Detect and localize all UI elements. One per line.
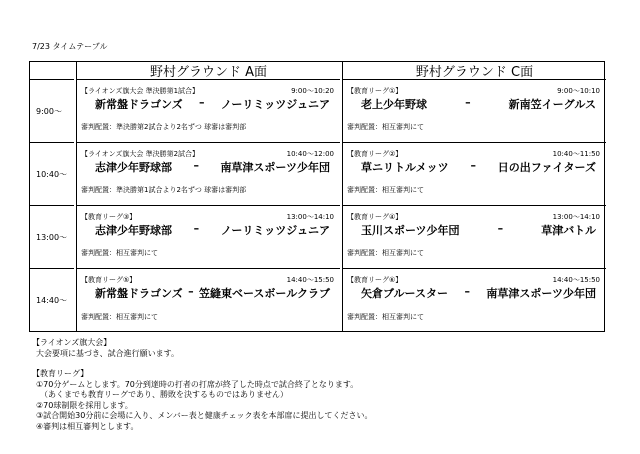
away-team: 笠縫東ベースボールクラブ [198,287,330,300]
edu-item: ②70球制限を採用します。 [36,400,133,410]
column-header-a: 野村グラウンド A面 [76,62,340,80]
match-header: 【教育リーグ⑤】 [81,276,137,284]
timetable [29,61,605,332]
home-team: 新常盤ドラゴンズ [95,98,183,111]
match-cell-a [76,80,340,143]
match-header: 【ライオンズ旗大会 準決勝第2試合】 [81,150,200,158]
match-time: 10:40～12:00 [286,150,334,158]
home-team: 志津少年野球部 [95,224,172,237]
match-time: 9:00～10:20 [291,87,334,95]
referee-note: 審判配置：準決勝第1試合より2名ずつ 球審は審判部 [81,186,247,194]
referee-note: 審判配置：相互審判にて [347,123,424,131]
time-cell: 9:00～ [30,80,74,143]
versus-dash: – [193,222,200,235]
referee-note: 審判配置：相互審判にて [81,249,158,257]
referee-note: 審判配置：準決勝第2試合より2名ずつ 球審は審判部 [81,123,247,131]
edu-item: （あくまでも教育リーグであり、勝敗を決するものではありません） [40,390,288,399]
edu-title: 【教育リーグ】 [32,369,89,378]
match-cell-c [342,143,606,206]
away-team: 草津バトル [541,224,596,237]
edu-item: ③試合開始30分前に会場に入り、メンバー表と健康チェック表を本部席に提出してください。 [36,411,373,420]
match-time: 10:40～11:50 [552,150,600,158]
match-cell-a [76,206,340,269]
edu-item: ④審判は相互審判とします。 [36,421,139,431]
home-team: 新常盤ドラゴンズ [95,287,183,300]
match-cell-c [342,206,606,269]
match-time: 9:00～10:10 [557,87,600,95]
away-team: ノーリミッツジュニア [220,98,330,111]
referee-note: 審判配置：相互審判にて [347,313,424,321]
match-header: 【教育リーグ③】 [81,213,137,221]
time-cell: 13:00～ [30,206,74,269]
time-cell: 14:40～ [36,296,68,305]
versus-dash: – [465,96,471,109]
match-time: 14:40～15:50 [286,276,334,284]
away-team: 南草津スポーツ少年団 [220,161,330,174]
lions-text: 大会要項に基づき、試合進行願います。 [36,348,180,358]
versus-dash: – [198,96,205,109]
match-cell-c [342,80,606,143]
corner-cell [30,62,74,80]
away-team: 日の出ファイターズ [497,161,596,174]
notes-section [32,338,373,432]
away-team: 南草津スポーツ少年団 [486,287,596,300]
lions-title: 【ライオンズ旗大会】 [32,338,112,347]
match-cell-a [76,269,340,332]
versus-dash: – [497,222,504,235]
referee-note: 審判配置：相互審判にて [347,186,424,194]
match-time: 13:00～14:10 [286,213,334,221]
match-time: 13:00～14:10 [552,213,600,221]
column-header-c: 野村グラウンド C面 [342,62,606,80]
versus-dash: – [193,159,199,172]
versus-dash: – [188,285,194,298]
edu-item: ①70分ゲームとします。70分到達時の打者の打席が終了した時点で試合終了となります。 [36,379,359,389]
match-cell-a [76,143,340,206]
match-header: 【教育リーグ①】 [347,87,403,95]
match-header: 【教育リーグ②】 [347,150,403,158]
time-cell: 10:40～ [30,143,74,206]
home-team: 志津少年野球部 [95,161,172,174]
match-header: 【教育リーグ⑥】 [347,276,403,284]
match-time: 14:40～15:50 [552,276,600,284]
versus-dash: – [464,285,470,298]
home-team: 玉川スポーツ少年団 [361,224,460,237]
home-team: 老上少年野球 [361,98,427,111]
page-title: 7/23 タイムテーブル [32,42,108,51]
match-header: 【教育リーグ④】 [347,213,403,221]
match-cell-c [342,269,606,332]
versus-dash: – [470,159,476,172]
home-team: 矢倉ブルースター [361,287,449,300]
referee-note: 審判配置：相互審判にて [347,249,424,257]
home-team: 草ニリトルメッツ [361,161,449,174]
match-header: 【ライオンズ旗大会 準決勝第1試合】 [81,87,200,95]
referee-note: 審判配置：相互審判にて [81,313,158,321]
away-team: ノーリミッツジュニア [220,224,330,237]
away-team: 新南笠イーグルス [508,98,596,111]
